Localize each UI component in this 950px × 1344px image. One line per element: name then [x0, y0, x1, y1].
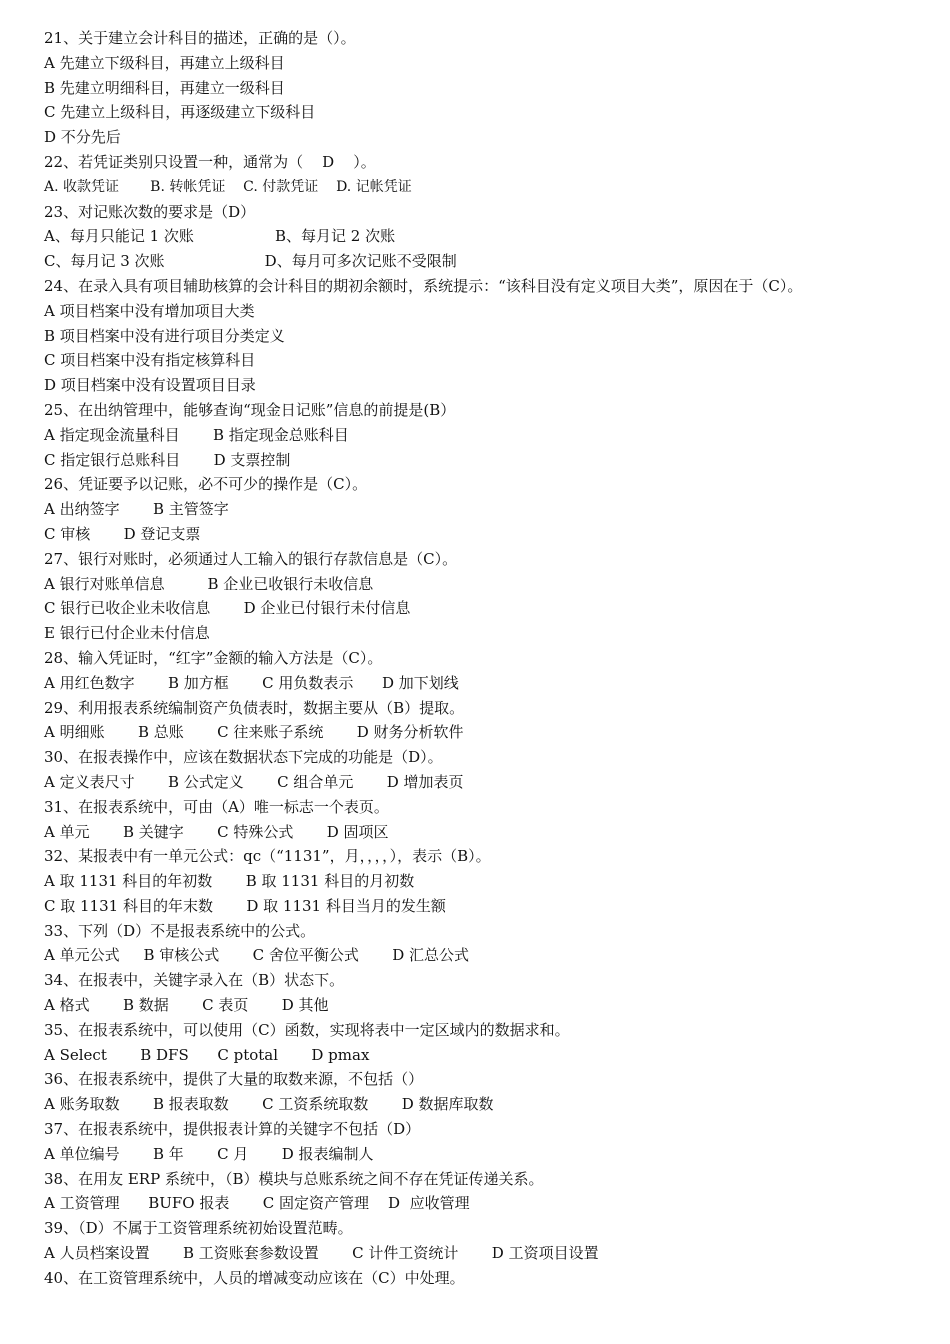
- options-23-cd: C、每月记 3 次账 D、每月可多次记账不受限制: [44, 252, 457, 271]
- options-28: A 用红色数字 B 加方框 C 用负数表示 D 加下划线: [44, 673, 459, 692]
- option-24-c: C 项目档案中没有指定核算科目: [44, 351, 256, 370]
- options-25-cd: C 指定银行总账科目 D 支票控制: [44, 450, 291, 469]
- option-21-d: D 不分先后: [44, 128, 121, 147]
- option-24-a: A 项目档案中没有增加项目大类: [44, 301, 255, 320]
- option-21-a: A 先建立下级科目，再建立上级科目: [44, 53, 285, 72]
- question-32: 32、某报表中有一单元公式：qc（“1131”，月，，，，），表示（B）。: [44, 847, 491, 866]
- options-25-ab: A 指定现金流量科目 B 指定现金总账科目: [44, 425, 349, 444]
- question-22: 22、若凭证类别只设置一种，通常为（ D ）。: [44, 152, 376, 171]
- question-34: 34、在报表中，关键字录入在（B）状态下。: [44, 971, 345, 990]
- question-40: 40、在工资管理系统中，人员的增减变动应该在（C）中处理。: [44, 1268, 465, 1287]
- options-33: A 单元公式 B 审核公式 C 舍位平衡公式 D 汇总公式: [44, 946, 470, 965]
- options-36: A 账务取数 B 报表取数 C 工资系统取数 D 数据库取数: [44, 1095, 494, 1114]
- options-27-ab: A 银行对账单信息 B 企业已收银行未收信息: [44, 574, 374, 593]
- question-26: 26、凭证要予以记账，必不可少的操作是（C）。: [44, 475, 368, 494]
- options-38: A 工资管理 BUFO 报表 C 固定资产管理 D 应收管理: [44, 1194, 470, 1213]
- options-26-cd: C 审核 D 登记支票: [44, 524, 201, 543]
- options-32-ab: A 取 1131 科目的年初数 B 取 1131 科目的月初数: [44, 872, 415, 891]
- question-29: 29、利用报表系统编制资产负债表时，数据主要从（B）提取。: [44, 698, 465, 717]
- document-page: [44, 26, 924, 1291]
- question-30: 30、在报表操作中，应该在数据状态下完成的功能是（D）。: [44, 748, 443, 767]
- question-38: 38、在用友 ERP 系统中，（B）模块与总账系统之间不存在凭证传递关系。: [44, 1169, 544, 1188]
- options-29: A 明细账 B 总账 C 往来账子系统 D 财务分析软件: [44, 723, 464, 742]
- options-30: A 定义表尺寸 B 公式定义 C 组合单元 D 增加表页: [44, 772, 464, 791]
- question-23: 23、对记账次数的要求是（D）: [44, 202, 256, 221]
- options-35: A Select B DFS C ptotal D pmax: [44, 1045, 370, 1064]
- question-25: 25、在出纳管理中，能够查询“现金日记账”信息的前提是(B）: [44, 400, 456, 419]
- option-21-b: B 先建立明细科目，再建立一级科目: [44, 78, 285, 97]
- question-35: 35、在报表系统中，可以使用（C）函数，实现将表中一定区域内的数据求和。: [44, 1020, 570, 1039]
- question-33: 33、下列（D）不是报表系统中的公式。: [44, 921, 316, 940]
- question-28: 28、输入凭证时，“红字”金额的输入方法是（C）。: [44, 648, 383, 667]
- question-36: 36、在报表系统中，提供了大量的取数来源，不包括（）: [44, 1070, 424, 1089]
- option-27-e: E 银行已付企业未付信息: [44, 624, 210, 643]
- option-24-d: D 项目档案中没有设置项目目录: [44, 376, 256, 395]
- question-24: 24、在录入具有项目辅助核算的会计科目的期初余额时，系统提示：“该科目没有定义项目大类”，原因在于（C）。: [44, 276, 803, 295]
- option-21-c: C 先建立上级科目，再逐级建立下级科目: [44, 103, 316, 122]
- options-26-ab: A 出纳签字 B 主管签字: [44, 500, 229, 519]
- question-21: 21、关于建立会计科目的描述，正确的是（）。: [44, 29, 356, 47]
- question-37: 37、在报表系统中，提供报表计算的关键字不包括（D）: [44, 1120, 421, 1139]
- options-23-ab: A、每月只能记 1 次账 B、每月记 2 次账: [44, 227, 396, 246]
- options-37: A 单位编号 B 年 C 月 D 报表编制人: [44, 1144, 374, 1163]
- question-27: 27、银行对账时，必须通过人工输入的银行存款信息是（C）。: [44, 549, 458, 568]
- options-34: A 格式 B 数据 C 表页 D 其他: [44, 996, 329, 1015]
- question-31: 31、在报表系统中，可由（A）唯一标志一个表页。: [44, 797, 389, 816]
- options-22: A. 收款凭证 B. 转帐凭证 C. 付款凭证 D. 记帐凭证: [44, 178, 412, 195]
- options-31: A 单元 B 关键字 C 特殊公式 D 固项区: [44, 822, 389, 841]
- options-27-cd: C 银行已收企业未收信息 D 企业已付银行未付信息: [44, 599, 411, 618]
- option-24-b: B 项目档案中没有进行项目分类定义: [44, 326, 285, 345]
- options-39: A 人员档案设置 B 工资账套参数设置 C 计件工资统计 D 工资项目设置: [44, 1244, 599, 1263]
- options-32-cd: C 取 1131 科目的年末数 D 取 1131 科目当月的发生额: [44, 896, 446, 915]
- question-39: 39、（D）不属于工资管理系统初始设置范畴。: [44, 1219, 353, 1238]
